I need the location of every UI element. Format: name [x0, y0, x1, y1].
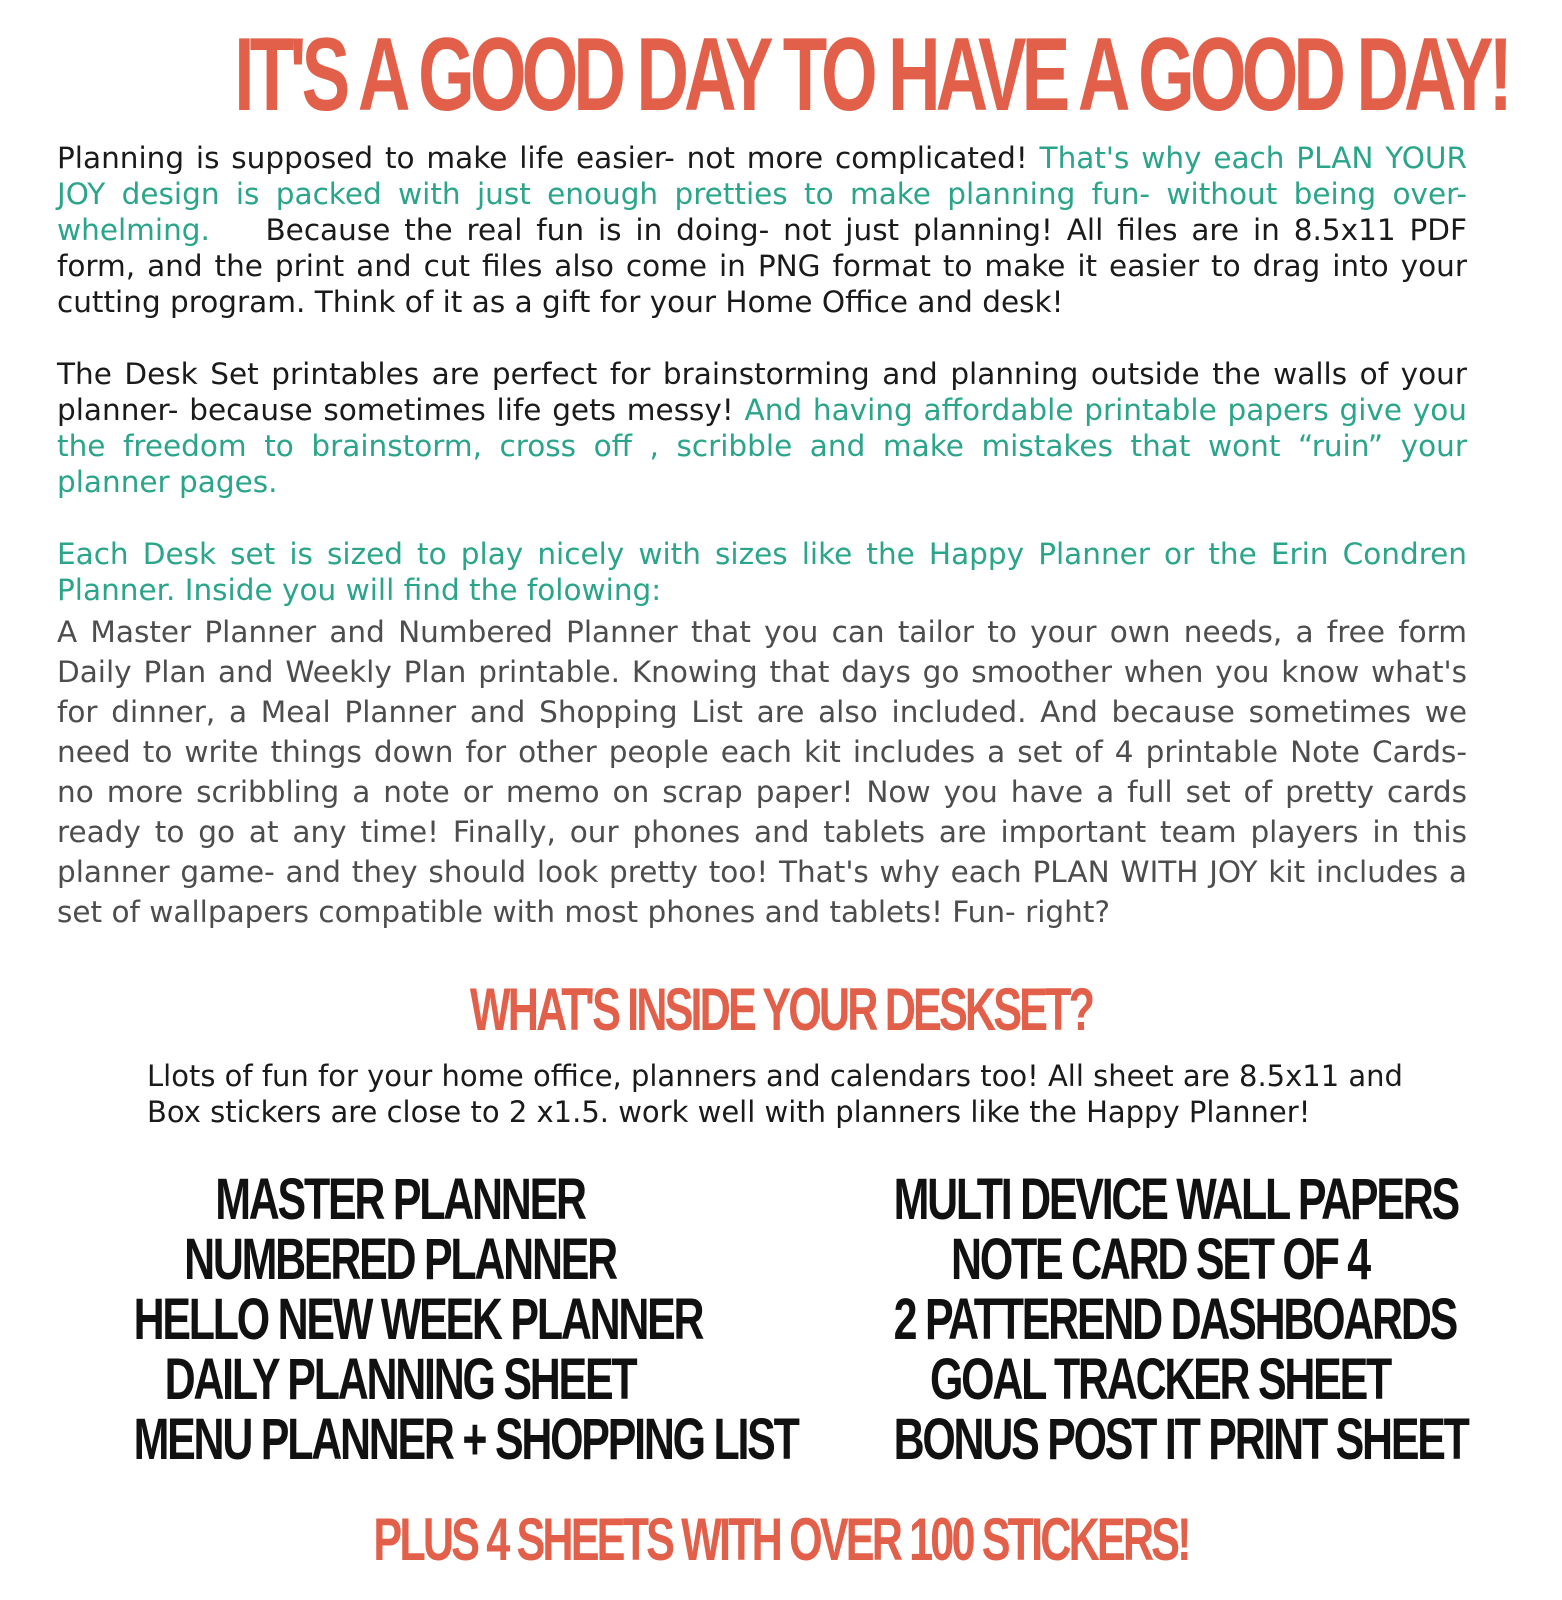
- intro-paragraph-1: [57, 140, 1467, 320]
- intro-paragraph-1-tail: Because the real fun is in doing- not just planning! All files are in 8.5x11 PDF form, and the print and cut files also come in PNG format to make it easier to drag into your cutting program. Think of it as a gift for your Home Office and desk!: [57, 213, 1467, 319]
- contents-item: DAILY PLANNING SHEET: [164, 1347, 636, 1412]
- contents-item: BONUS POST IT PRINT SHEET: [893, 1407, 1468, 1472]
- intro-paragraph-2-lead: The Desk Set printables are perfect for brainstorming and planning outside the walls of your planner- because sometimes life gets messy!: [57, 357, 1467, 427]
- intro-paragraph-3: Each Desk set is sized to play nicely with sizes like the Happy Planner or the Erin Condren Planner. Inside you will find the folowing:: [57, 537, 1467, 607]
- contents-list-left: [40, 1167, 798, 1472]
- intro-paragraph-4: A Master Planner and Numbered Planner that you can tailor to your own needs, a free form Daily Plan and Weekly Plan printable. Knowing that days go smoother when you know what's for dinner, a Meal Planner and Shopping List are also included. And because sometimes we need to write things down for other people each kit includes a set of 4 printable Note Cards- no more scribbling a note or memo on scrap paper! Now you have a full set of pretty cards ready to go at any time! Finally, our phones and tablets are important team players in this planner game- and they should look pretty too! That's why each PLAN WITH JOY kit includes a set of wallpapers compatible with most phones and tablets! Fun- right?: [57, 615, 1467, 929]
- stickers-footer: PLUS 4 SHEETS WITH OVER 100 STICKERS!: [373, 1506, 1189, 1573]
- contents-item: MULTI DEVICE WALL PAPERS: [893, 1167, 1458, 1232]
- contents-item: NUMBERED PLANNER: [184, 1227, 616, 1292]
- contents-item: GOAL TRACKER SHEET: [929, 1347, 1391, 1412]
- contents-item: MASTER PLANNER: [215, 1167, 585, 1232]
- page-headline: IT'S A GOOD DAY TO HAVE A GOOD DAY!: [234, 17, 1509, 133]
- intro-paragraph-1-lead: Planning is supposed to make life easier- not more complicated!: [57, 141, 1028, 175]
- intro-paragraph-2: [57, 356, 1467, 500]
- intro-paragraph-2-highlight: And having affordable printable papers give you the freedom to brainstorm, cross off , scribble and make mistakes that wont “ruin” your planner pages.: [57, 393, 1467, 499]
- inside-heading: WHAT'S INSIDE YOUR DESKSET?: [469, 976, 1093, 1043]
- contents-list-right: [800, 1167, 1520, 1472]
- contents-item: MENU PLANNER + SHOPPING LIST: [133, 1407, 798, 1472]
- contents-item: NOTE CARD SET OF 4: [951, 1227, 1369, 1292]
- contents-item: HELLO NEW WEEK PLANNER: [133, 1287, 703, 1352]
- contents-item: 2 PATTEREND DASHBOARDS: [893, 1287, 1457, 1352]
- intro-paragraph-1-highlight: That's why each PLAN YOUR JOY design is packed with just enough pretties to make planning fun- without being over-whelming.: [57, 141, 1467, 247]
- inside-intro: Llots of fun for your home office, planners and calendars too! All sheet are 8.5x11 and Box stickers are close to 2 x1.5. work well with planners like the Happy Planner!: [147, 1059, 1403, 1129]
